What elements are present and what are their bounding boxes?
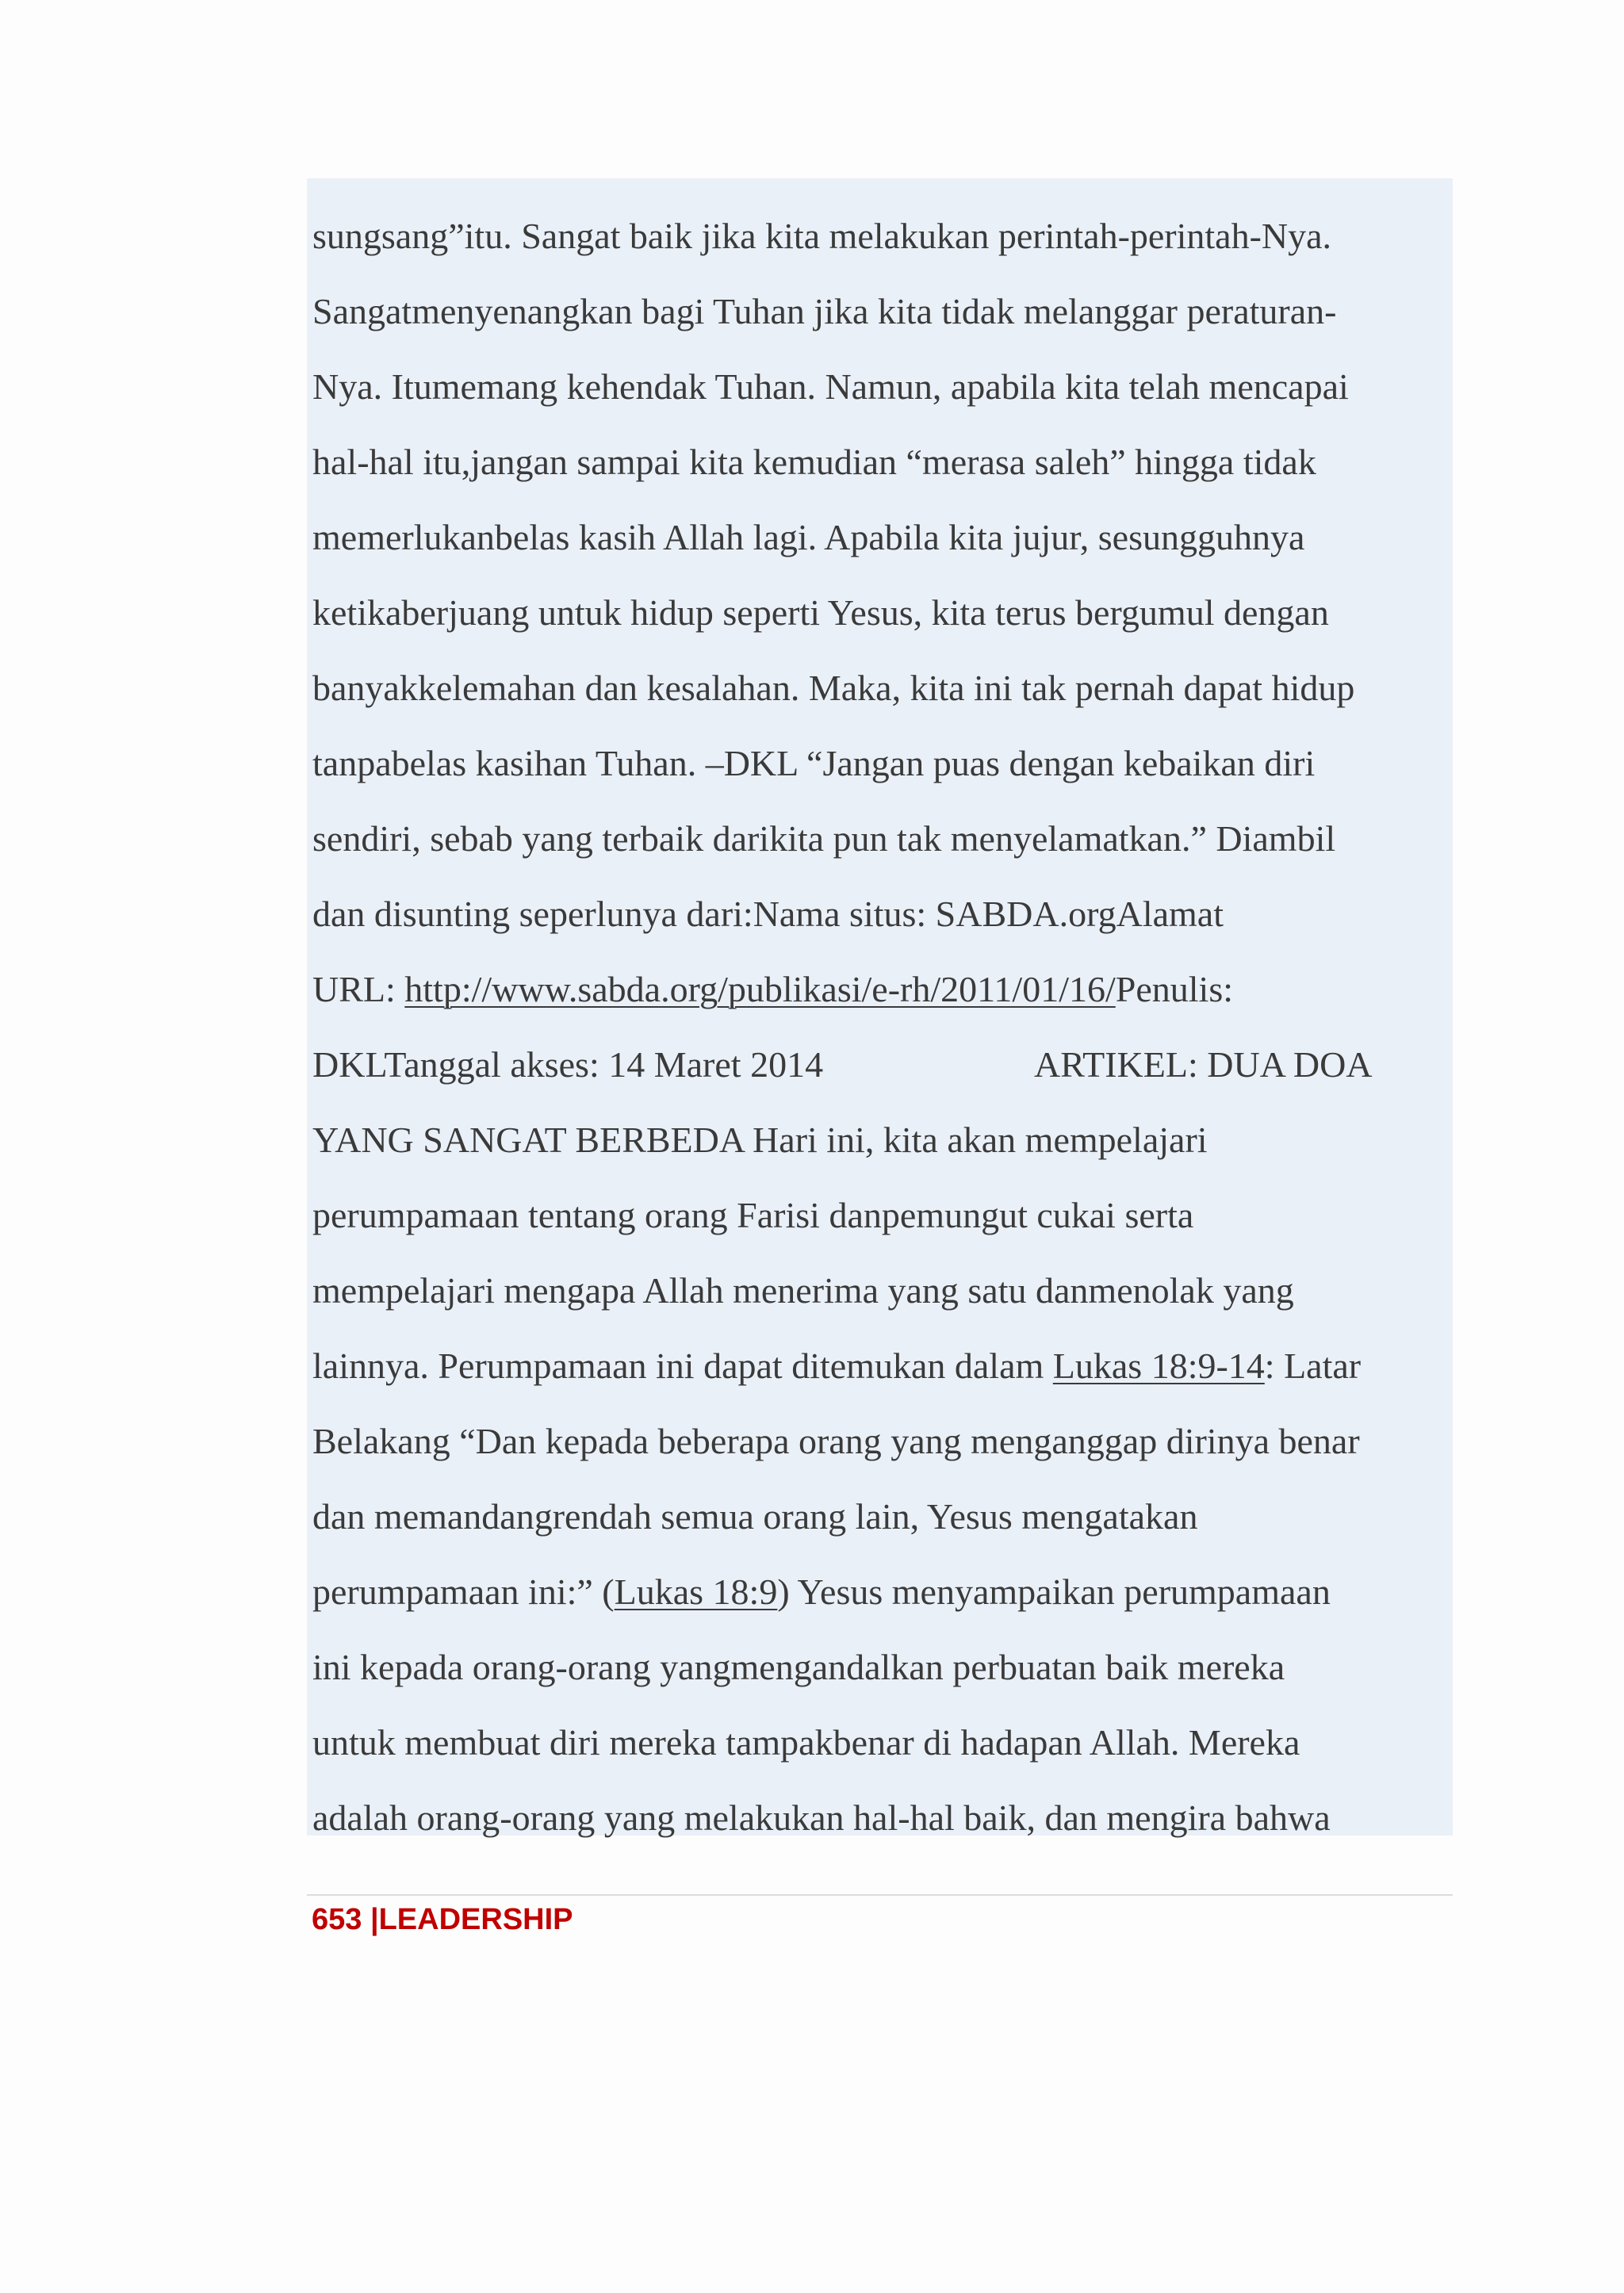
lukas-18-9-link[interactable]: Lukas 18:9	[614, 1571, 778, 1612]
text-line: adalah orang-orang yang melakukan hal-hal baik, dan mengira bahwa	[312, 1797, 1331, 1838]
line-prefix: lainnya. Perumpamaan ini dapat ditemukan dalam	[312, 1346, 1053, 1386]
text-line: ini kepada orang-orang yangmengandalkan perbuatan baik mereka	[312, 1647, 1285, 1687]
text-line: tanpabelas kasihan Tuhan. –DKL “Jangan puas dengan kebaikan diri	[312, 743, 1316, 783]
scripture-reference-line	[312, 1571, 1331, 1612]
text-line: perumpamaan tentang orang Farisi danpemungut cukai serta	[312, 1195, 1194, 1235]
article-heading-start: ARTIKEL: DUA DOA	[1034, 1044, 1373, 1085]
access-date-text: DKLTanggal akses: 14 Maret 2014	[312, 1044, 824, 1085]
url-suffix: Penulis:	[1115, 969, 1234, 1009]
source-url-link[interactable]: http://www.sabda.org/publikasi/e-rh/2011/01/16/	[404, 969, 1116, 1009]
scripture-reference-line	[312, 1348, 1361, 1384]
text-line: ketikaberjuang untuk hidup seperti Yesus, kita terus bergumul dengan	[312, 592, 1329, 633]
text-line: untuk membuat diri mereka tampakbenar di hadapan Allah. Mereka	[312, 1722, 1300, 1763]
url-prefix: URL:	[312, 969, 405, 1009]
text-line: mempelajari mengapa Allah menerima yang satu danmenolak yang	[312, 1270, 1294, 1311]
line-suffix: : Latar	[1264, 1346, 1362, 1386]
text-line: dan memandangrendah semua orang lain, Yesus mengatakan	[312, 1496, 1198, 1537]
text-line: YANG SANGAT BERBEDA Hari ini, kita akan mempelajari	[312, 1120, 1208, 1160]
url-line	[312, 971, 1233, 1008]
highlighted-text-block	[307, 178, 1453, 1836]
text-line: sendiri, sebab yang terbaik darikita pun tak menyelamatkan.” Diambil	[312, 818, 1336, 859]
text-line: Sangatmenyenangkan bagi Tuhan jika kita tidak melanggar peraturan-	[312, 291, 1337, 331]
text-line: sungsang”itu. Sangat baik jika kita melakukan perintah-perintah-Nya.	[312, 216, 1332, 256]
line-suffix: ) Yesus menyampaikan perumpamaan	[777, 1571, 1331, 1612]
access-date-line	[312, 1044, 1454, 1085]
text-line: Nya. Itumemang kehendak Tuhan. Namun, apabila kita telah mencapai	[312, 366, 1349, 407]
text-line: Belakang “Dan kepada beberapa orang yang menganggap dirinya benar	[312, 1421, 1360, 1461]
page-footer: 653 |LEADERSHIP	[312, 1903, 573, 1936]
lukas-18-9-14-link[interactable]: Lukas 18:9-14	[1052, 1346, 1265, 1386]
text-line: memerlukanbelas kasih Allah lagi. Apabila kita jujur, sesungguhnya	[312, 517, 1305, 557]
line-prefix: perumpamaan ini:” (	[312, 1571, 615, 1612]
text-line: dan disunting seperlunya dari:Nama situs: SABDA.orgAlamat	[312, 894, 1224, 934]
text-line: banyakkelemahan dan kesalahan. Maka, kita ini tak pernah dapat hidup	[312, 668, 1355, 708]
footer-divider	[307, 1894, 1453, 1896]
text-line: hal-hal itu,jangan sampai kita kemudian “merasa saleh” hingga tidak	[312, 442, 1316, 482]
